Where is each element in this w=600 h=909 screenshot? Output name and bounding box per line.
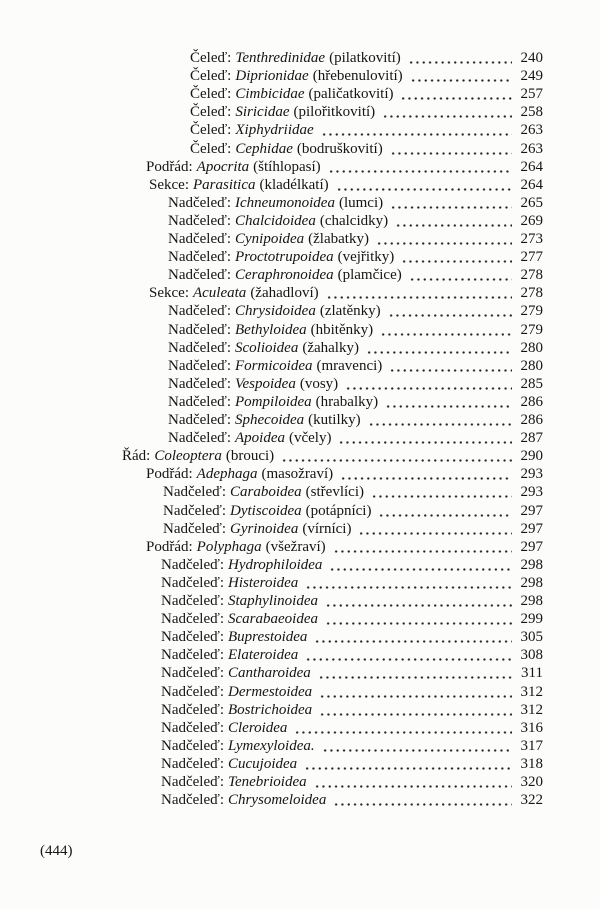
- toc-entry-page-number: 298: [520, 557, 543, 573]
- toc-entry-rank: Sekce:: [149, 285, 189, 301]
- toc-entry-page-number: 322: [520, 792, 543, 808]
- toc-entry-rank: Čeleď:: [190, 104, 232, 120]
- toc-entry: [146, 538, 543, 556]
- dot-leader: [322, 737, 512, 755]
- toc-entry: [161, 755, 543, 773]
- toc-entry-common-name: (žahalky): [302, 340, 359, 356]
- dot-leader: [333, 538, 512, 556]
- toc-entry-common-name: (kutilky): [308, 412, 361, 428]
- toc-entry-rank: Nadčeleď:: [168, 358, 231, 374]
- dot-leader: [305, 574, 511, 592]
- toc-entry-taxon: Lymexyloidea.: [228, 738, 315, 754]
- toc-entry-common-name: (vírníci): [302, 521, 352, 537]
- toc-entry-page-number: 297: [520, 521, 543, 537]
- toc-entry: [168, 194, 543, 212]
- dot-leader: [408, 49, 512, 67]
- toc-entry-taxon: Pompiloidea: [235, 394, 312, 410]
- dot-leader: [382, 103, 511, 121]
- toc-entry-taxon: Tenthredinidae: [235, 50, 326, 66]
- toc-entry-rank: Nadčeleď:: [161, 792, 224, 808]
- toc-entry-taxon: Ceraphronoidea: [235, 267, 334, 283]
- toc-entry: [163, 502, 543, 520]
- toc-entry-page-number: 278: [520, 267, 543, 283]
- toc-entry-page-number: 287: [520, 430, 543, 446]
- toc-entry-rank: Nadčeleď:: [161, 629, 224, 645]
- toc-entry: [168, 212, 543, 230]
- toc-entry-rank: Nadčeleď:: [168, 267, 231, 283]
- toc-entry-taxon: Hydrophiloidea: [228, 557, 323, 573]
- toc-entry-common-name: (pilatkovití): [329, 50, 401, 66]
- toc-entry-rank: Nadčeleď:: [168, 195, 231, 211]
- toc-entry-rank: Nadčeleď:: [161, 720, 224, 736]
- toc-entry-page-number: 263: [520, 141, 543, 157]
- toc-entry-common-name: (lumci): [338, 195, 384, 211]
- toc-entry-rank: Řád:: [122, 448, 151, 464]
- toc-entry-taxon: Dermestoidea: [228, 684, 313, 700]
- toc-entry-common-name: (bodruškovití): [296, 141, 383, 157]
- toc-entry-common-name: (hřebenulovití): [312, 68, 403, 84]
- toc-entry-rank: Nadčeleď:: [163, 503, 226, 519]
- toc-entry: [168, 339, 543, 357]
- toc-entry-page-number: 312: [520, 684, 543, 700]
- toc-entry: [161, 664, 543, 682]
- toc-entry-taxon: Ichneumonoidea: [235, 195, 335, 211]
- toc-entry-rank: Nadčeleď:: [168, 430, 231, 446]
- dot-leader: [328, 158, 512, 176]
- toc-entry-page-number: 316: [520, 720, 543, 736]
- toc-entry-page-number: 263: [520, 122, 543, 138]
- toc-entry-taxon: Elateroidea: [228, 647, 299, 663]
- toc-entry-common-name: (včely): [289, 430, 332, 446]
- toc-entry-rank: Nadčeleď:: [161, 611, 224, 627]
- toc-entry-page-number: 317: [520, 738, 543, 754]
- toc-entry: [122, 447, 543, 465]
- toc-entry-page-number: 264: [520, 177, 543, 193]
- toc-entry-taxon: Diprionidae: [235, 68, 309, 84]
- toc-entry: [161, 719, 543, 737]
- toc-entry: [161, 646, 543, 664]
- toc-entry-page-number: 249: [520, 68, 543, 84]
- toc-entry: [168, 248, 543, 266]
- toc-entry-taxon: Adephaga: [196, 466, 258, 482]
- toc-entry: [190, 67, 543, 85]
- toc-entry-common-name: (hrabalky): [315, 394, 379, 410]
- toc-entry-rank: Čeleď:: [190, 141, 232, 157]
- toc-entry: [149, 284, 543, 302]
- dot-leader: [325, 592, 512, 610]
- toc-entry: [168, 266, 543, 284]
- toc-entry-rank: Nadčeleď:: [161, 665, 224, 681]
- toc-entry: [168, 321, 543, 339]
- toc-entry-common-name: (chalcidky): [319, 213, 389, 229]
- toc-entry-rank: Nadčeleď:: [168, 303, 231, 319]
- toc-entry-common-name: (plamčice): [337, 267, 402, 283]
- dot-leader: [409, 266, 512, 284]
- toc-entry-common-name: (žahadloví): [250, 285, 319, 301]
- toc-entry-page-number: 293: [520, 484, 543, 500]
- toc-entry-taxon: Aculeata: [192, 285, 247, 301]
- toc-entry-taxon: Cimbicidae: [235, 86, 305, 102]
- dot-leader: [395, 212, 511, 230]
- toc-entry-rank: Nadčeleď:: [161, 557, 224, 573]
- toc-entry-taxon: Bethyloidea: [235, 322, 307, 338]
- toc-entry: [190, 121, 543, 139]
- toc-entry-taxon: Histeroidea: [228, 575, 299, 591]
- toc-entry-rank: Nadčeleď:: [163, 484, 226, 500]
- toc-entry-common-name: (zlatěnky): [319, 303, 381, 319]
- toc-entry-rank: Nadčeleď:: [161, 738, 224, 754]
- toc-entry: [161, 701, 543, 719]
- toc-entry-rank: Nadčeleď:: [161, 774, 224, 790]
- toc-entry-page-number: 277: [520, 249, 543, 265]
- dot-leader: [345, 375, 511, 393]
- toc-entry: [168, 429, 543, 447]
- toc-entry-common-name: (vosy): [299, 376, 339, 392]
- toc-entry-taxon: Cucujoidea: [228, 756, 298, 772]
- toc-entry-common-name: (mravenci): [316, 358, 383, 374]
- toc-entry-common-name: (brouci): [225, 448, 275, 464]
- toc-entry-taxon: Bostrichoidea: [228, 702, 313, 718]
- dot-leader: [314, 773, 512, 791]
- dot-leader: [378, 502, 511, 520]
- toc-entry: [161, 556, 543, 574]
- toc-entry-common-name: (paličatkovití): [308, 86, 394, 102]
- toc-entry: [190, 103, 543, 121]
- toc-entry-taxon: Apocrita: [196, 159, 250, 175]
- toc-entry: [161, 610, 543, 628]
- dot-leader: [400, 85, 511, 103]
- dot-leader: [304, 755, 511, 773]
- toc-entry: [161, 737, 543, 755]
- toc-entry-taxon: Staphylinoidea: [228, 593, 318, 609]
- toc-entry-rank: Podřád:: [146, 539, 193, 555]
- toc-entry: [161, 628, 543, 646]
- toc-entry-taxon: Apoidea: [235, 430, 285, 446]
- toc-entry-page-number: 240: [520, 50, 543, 66]
- toc-entry-rank: Nadčeleď:: [168, 376, 231, 392]
- toc-entry: [168, 375, 543, 393]
- toc-entry-page-number: 308: [520, 647, 543, 663]
- toc-entry-taxon: Parasitica: [192, 177, 256, 193]
- dot-leader: [366, 339, 512, 357]
- dot-leader: [401, 248, 511, 266]
- toc-entry-taxon: Tenebrioidea: [228, 774, 307, 790]
- toc-entry-common-name: (všežraví): [265, 539, 326, 555]
- dot-leader: [389, 357, 511, 375]
- toc-entry: [161, 773, 543, 791]
- toc-entry-taxon: Scarabaeoidea: [228, 611, 318, 627]
- dot-leader: [358, 520, 511, 538]
- toc-entry-taxon: Cephidae: [235, 141, 293, 157]
- dot-leader: [321, 121, 512, 139]
- toc-entry-taxon: Chrysomeloidea: [228, 792, 327, 808]
- toc-entry-page-number: 265: [520, 195, 543, 211]
- dot-leader: [390, 194, 511, 212]
- toc-entry: [168, 230, 543, 248]
- dot-leader: [325, 610, 512, 628]
- dot-leader: [380, 321, 511, 339]
- toc-entry: [168, 357, 543, 375]
- dot-leader: [336, 176, 512, 194]
- toc-entry: [163, 483, 543, 501]
- dot-leader: [319, 701, 511, 719]
- toc-entry-rank: Nadčeleď:: [168, 231, 231, 247]
- toc-entry-rank: Nadčeleď:: [161, 647, 224, 663]
- toc-entry-taxon: Dytiscoidea: [230, 503, 302, 519]
- toc-entry-rank: Nadčeleď:: [168, 322, 231, 338]
- dot-leader: [314, 628, 511, 646]
- toc-entry-rank: Sekce:: [149, 177, 189, 193]
- toc-entry-common-name: (vejřitky): [337, 249, 395, 265]
- toc-entry-rank: Čeleď:: [190, 86, 232, 102]
- toc-entry: [161, 574, 543, 592]
- toc-entry-taxon: Coleoptera: [154, 448, 222, 464]
- toc-entry-page-number: 298: [520, 593, 543, 609]
- toc-entry-page-number: 297: [520, 539, 543, 555]
- toc-entry-taxon: Formicoidea: [235, 358, 313, 374]
- dot-leader: [305, 646, 511, 664]
- toc-entry-page-number: 278: [520, 285, 543, 301]
- toc-entry-rank: Nadčeleď:: [161, 702, 224, 718]
- toc-entry-taxon: Chalcidoidea: [235, 213, 316, 229]
- toc-entry-taxon: Cleroidea: [228, 720, 288, 736]
- toc-entry: [161, 791, 543, 809]
- toc-entry-common-name: (pilořitkovití): [293, 104, 376, 120]
- toc-entry: [146, 465, 543, 483]
- toc-entry: [190, 85, 543, 103]
- dot-leader: [333, 791, 511, 809]
- toc-entry-page-number: 258: [520, 104, 543, 120]
- toc-entry-taxon: Proctotrupoidea: [235, 249, 334, 265]
- dot-leader: [294, 719, 511, 737]
- toc-entry: [190, 49, 543, 67]
- dot-leader: [388, 302, 512, 320]
- toc-entry-page-number: 298: [520, 575, 543, 591]
- toc-entry-common-name: (kladélkatí): [259, 177, 329, 193]
- toc-entry-page-number: 312: [520, 702, 543, 718]
- toc-entry: [146, 158, 543, 176]
- toc-entry-page-number: 269: [520, 213, 543, 229]
- dot-leader: [340, 465, 511, 483]
- toc-entry-taxon: Chrysidoidea: [235, 303, 316, 319]
- dot-leader: [329, 556, 511, 574]
- toc-entry-taxon: Caraboidea: [230, 484, 302, 500]
- toc-entry: [168, 302, 543, 320]
- toc-entry-page-number: 320: [520, 774, 543, 790]
- dot-leader: [319, 683, 511, 701]
- toc-entry-taxon: Cynipoidea: [235, 231, 305, 247]
- toc-entry-rank: Nadčeleď:: [168, 249, 231, 265]
- toc-entry-rank: Podřád:: [146, 159, 193, 175]
- toc-entry-rank: Nadčeleď:: [168, 213, 231, 229]
- toc-entry: [161, 592, 543, 610]
- dot-leader: [390, 140, 512, 158]
- toc-entry: [161, 683, 543, 701]
- toc-entry-taxon: Buprestoidea: [228, 629, 308, 645]
- toc-entry-common-name: (masožraví): [261, 466, 334, 482]
- toc-entry-taxon: Sphecoidea: [235, 412, 305, 428]
- toc-entry-taxon: Scolioidea: [235, 340, 299, 356]
- toc-entry-page-number: 290: [520, 448, 543, 464]
- toc-entry-taxon: Siricidae: [235, 104, 290, 120]
- toc-entry-page-number: 279: [520, 303, 543, 319]
- toc-entry-rank: Nadčeleď:: [161, 684, 224, 700]
- toc-entry-rank: Podřád:: [146, 466, 193, 482]
- toc-entry-rank: Nadčeleď:: [168, 412, 231, 428]
- toc-entry-taxon: Gyrinoidea: [230, 521, 299, 537]
- toc-entry: [168, 411, 543, 429]
- toc-entry-rank: Nadčeleď:: [168, 340, 231, 356]
- toc-entry-page-number: 264: [520, 159, 543, 175]
- toc-entry-page-number: 257: [520, 86, 543, 102]
- toc-entry-rank: Nadčeleď:: [161, 575, 224, 591]
- toc-entry-rank: Nadčeleď:: [163, 521, 226, 537]
- toc-entry-taxon: Xiphydriidae: [235, 122, 314, 138]
- toc-entry-page-number: 293: [520, 466, 543, 482]
- toc-entry-page-number: 299: [520, 611, 543, 627]
- dot-leader: [410, 67, 512, 85]
- toc-entry-rank: Čeleď:: [190, 50, 232, 66]
- toc-entry-page-number: 279: [520, 322, 543, 338]
- dot-leader: [376, 230, 512, 248]
- dot-leader: [385, 393, 511, 411]
- toc-entry-page-number: 305: [520, 629, 543, 645]
- toc-entry-common-name: (žlabatky): [308, 231, 369, 247]
- toc-entry-page-number: 311: [521, 665, 543, 681]
- dot-leader: [318, 664, 512, 682]
- toc-entry-rank: Čeleď:: [190, 68, 232, 84]
- toc-entry: [149, 176, 543, 194]
- dot-leader: [368, 411, 512, 429]
- dot-leader: [281, 447, 511, 465]
- toc-entry-taxon: Cantharoidea: [228, 665, 311, 681]
- toc-entry-page-number: 280: [520, 340, 543, 356]
- toc-entry-page-number: 286: [520, 394, 543, 410]
- toc-entry-rank: Nadčeleď:: [161, 593, 224, 609]
- toc-entry-common-name: (potápníci): [305, 503, 372, 519]
- toc-entry: [168, 393, 543, 411]
- toc-entry-rank: Nadčeleď:: [168, 394, 231, 410]
- dot-leader: [371, 483, 512, 501]
- toc-entry-taxon: Polyphaga: [196, 539, 262, 555]
- toc-entry-page-number: 285: [520, 376, 543, 392]
- toc-entry-taxon: Vespoidea: [235, 376, 296, 392]
- toc-entry-page-number: 286: [520, 412, 543, 428]
- dot-leader: [338, 429, 511, 447]
- toc-entry-rank: Nadčeleď:: [161, 756, 224, 772]
- toc-entry-page-number: 318: [520, 756, 543, 772]
- toc-entry-common-name: (štíhlopasí): [253, 159, 321, 175]
- toc-entry-common-name: (střevlíci): [305, 484, 364, 500]
- toc-entry: [190, 140, 543, 158]
- toc-entry-page-number: 297: [520, 503, 543, 519]
- dot-leader: [326, 284, 512, 302]
- toc-entry-rank: Čeleď:: [190, 122, 232, 138]
- toc-entry-page-number: 280: [520, 358, 543, 374]
- page-number: (444): [40, 843, 73, 859]
- toc-entry-common-name: (hbitěnky): [310, 322, 374, 338]
- toc-entry: [163, 520, 543, 538]
- toc-entry-page-number: 273: [520, 231, 543, 247]
